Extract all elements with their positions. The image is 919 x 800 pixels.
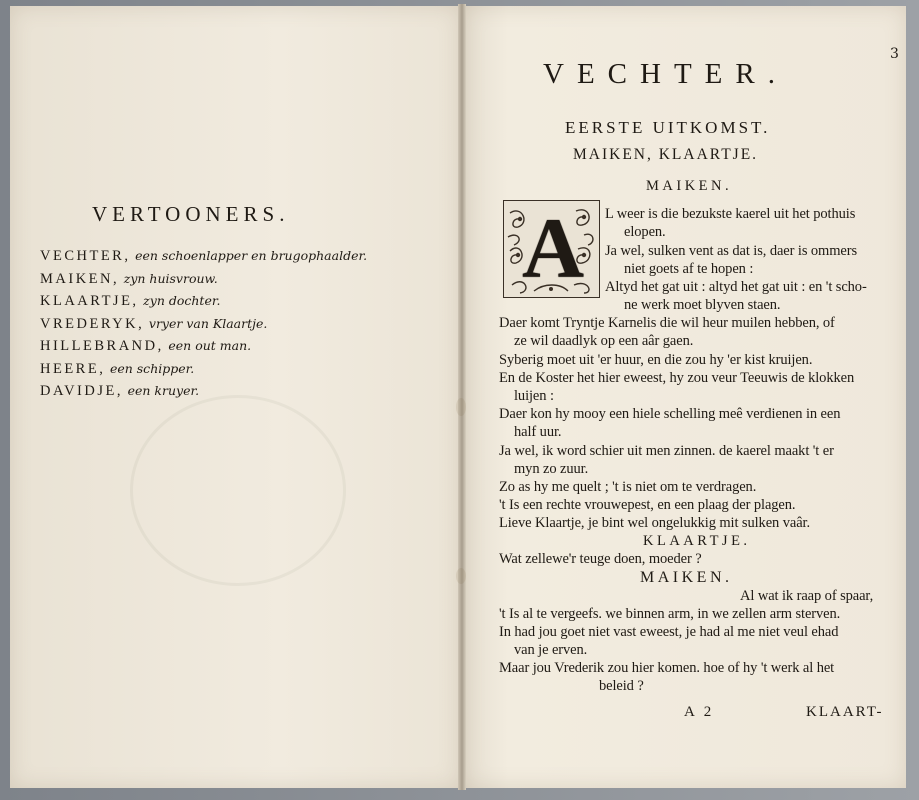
- verse-line: beleid ?: [599, 678, 644, 694]
- speaker-label: MAIKEN.: [646, 178, 733, 194]
- verse-line: En de Koster het hier eweest, hy zou veur Teeuwis de klokken: [499, 370, 855, 386]
- cast-item: [40, 383, 440, 406]
- cast-item: [40, 316, 440, 339]
- page-number: 3: [890, 46, 899, 62]
- verse-line: Lieve Klaartje, je bint wel ongelukkig mit sulken vaâr.: [499, 515, 810, 531]
- verse-line: van je erven.: [514, 642, 588, 658]
- verse-line: luijen :: [514, 388, 554, 404]
- verse-line: Daer komt Tryntje Karnelis die wil heur muilen hebben, of: [499, 315, 835, 331]
- verse-line: Ja wel, sulken vent as dat is, daer is ommers: [605, 243, 858, 259]
- cast-item: [40, 248, 440, 271]
- verse-line: ne werk moet blyven staen.: [624, 297, 781, 313]
- verse-line: half uur.: [514, 424, 562, 440]
- stain: [456, 398, 466, 416]
- verse-line: Daer kon hy mooy een hiele schelling meê verdienen in een: [499, 406, 841, 422]
- cast-description: vryer van Klaartje.: [148, 315, 268, 331]
- cast-name: DAVIDJE,: [40, 383, 123, 399]
- catchword: KLAART-: [806, 704, 884, 720]
- signature-mark: A 2: [684, 704, 715, 720]
- verse-line: myn zo zuur.: [514, 461, 589, 477]
- cast-heading: VERTOONERS.: [92, 202, 290, 226]
- cast-description: een kruyer.: [127, 383, 200, 398]
- verse-line: ze wil daadlyk op een aâr gaen.: [514, 333, 694, 349]
- verse-line: Zo as hy me quelt ; 't is niet om te verdragen.: [499, 479, 757, 495]
- cast-description: een schipper.: [109, 360, 195, 376]
- verse-line: niet goets af te hopen :: [624, 261, 754, 277]
- scene-characters: MAIKEN, KLAARTJE.: [573, 146, 759, 163]
- show-through-ornament: [130, 395, 346, 586]
- verse-line: Wat zellewe'r teuge doen, moeder ?: [499, 551, 702, 567]
- verse-line: In had jou goet niet vast eweest, je had al me niet veul ehad: [499, 624, 839, 640]
- cast-name: MAIKEN,: [40, 270, 120, 287]
- verse-line: Altyd het gat uit : altyd het gat uit : en 't scho-: [605, 279, 867, 295]
- cast-name: VECHTER,: [40, 248, 131, 264]
- verse-line: L weer is die bezukste kaerel uit het pothuis: [605, 206, 856, 222]
- cast-description: zyn huisvrouw.: [123, 270, 218, 286]
- verse-line: Syberig moet uit 'er huur, en die zou hy 'er kist kruijen.: [499, 352, 813, 368]
- book-gutter: [458, 4, 466, 790]
- verse-line: elopen.: [624, 224, 666, 240]
- cast-name: HILLEBRAND,: [40, 338, 164, 354]
- cast-name: KLAARTJE,: [40, 293, 139, 309]
- drop-cap-letter: A: [522, 200, 585, 296]
- cast-item: [40, 293, 440, 316]
- cast-item: [40, 338, 440, 361]
- cast-item: [40, 361, 440, 384]
- cast-description: een schoenlapper en brugophaalder.: [135, 248, 368, 263]
- cast-list: [40, 248, 440, 406]
- cast-item: [40, 271, 440, 294]
- stain: [456, 568, 466, 584]
- cast-name: HEERE,: [40, 360, 106, 377]
- verse-line: 't Is al te vergeefs. we binnen arm, in we zellen arm sterven.: [499, 606, 841, 622]
- speaker-label: KLAARTJE.: [643, 533, 751, 549]
- act-heading: EERSTE UITKOMST.: [565, 118, 771, 137]
- verse-line: Maar jou Vrederik zou hier komen. hoe of hy 't werk al het: [499, 660, 835, 676]
- speaker-label: MAIKEN.: [640, 569, 733, 586]
- verse-line: Al wat ik raap of spaar,: [740, 588, 874, 604]
- cast-name: VREDERYK,: [40, 315, 145, 332]
- verse-line: 't Is een rechte vrouwepest, en een plaag der plagen.: [499, 497, 796, 513]
- drop-cap-ornament: [503, 200, 600, 298]
- page-title: VECHTER.: [543, 58, 788, 90]
- verse-line: Ja wel, ik word schier uit men zinnen. de kaerel maakt 't er: [499, 443, 834, 459]
- cast-description: een out man.: [168, 338, 252, 353]
- cast-description: zyn dochter.: [143, 293, 221, 308]
